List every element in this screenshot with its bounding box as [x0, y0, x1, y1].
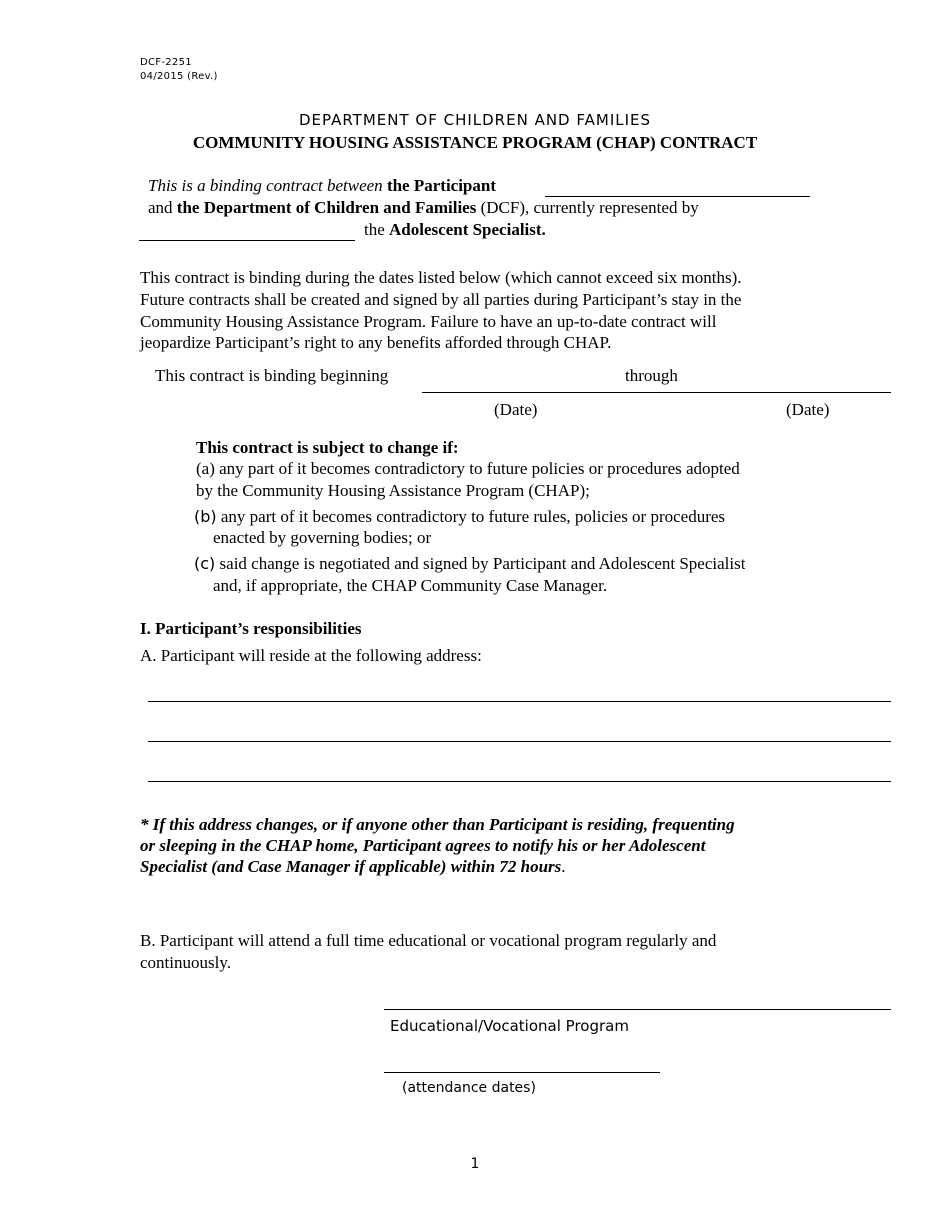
end-date-caption: (Date)	[786, 400, 830, 419]
page-number: 1	[470, 1156, 480, 1172]
start-date-field[interactable]	[422, 392, 619, 393]
attendance-caption: (attendance dates)	[402, 1080, 536, 1096]
binding-paragraph-line-3: Community Housing Assistance Program. Failure to have an up-to-date contract will	[140, 312, 717, 331]
revision-date: 04/2015 (Rev.)	[140, 71, 218, 82]
parties-line-3: the Adolescent Specialist.	[364, 220, 546, 239]
change-item-c-line-2: and, if appropriate, the CHAP Community Case Manager.	[213, 576, 608, 595]
participant-label: the Participant	[386, 176, 497, 195]
binding-beginning-label: This contract is binding beginning	[155, 366, 389, 385]
change-item-a-line-1: (a) any part of it becomes contradictory to future policies or procedures adopted	[196, 459, 740, 478]
binding-paragraph-line-1: This contract is binding during the dates listed below (which cannot exceed six months).	[140, 268, 742, 287]
specialist-name-field[interactable]	[139, 240, 355, 241]
end-date-field[interactable]	[619, 392, 891, 393]
item-b-line-1: B. Participant will attend a full time educational or vocational program regularly and	[140, 931, 717, 950]
item-a-text: A. Participant will reside at the following address:	[140, 646, 482, 665]
address-line-3-field[interactable]	[148, 781, 891, 782]
change-item-b-line-1: (b) any part of it becomes contradictory to future rules, policies or procedures	[194, 507, 726, 526]
parties-intro: This is a binding contract between	[148, 176, 387, 195]
department-name: DEPARTMENT OF CHILDREN AND FAMILIES	[298, 111, 652, 129]
parties-line-1	[148, 175, 496, 197]
specialist-label: Adolescent Specialist.	[389, 220, 546, 239]
binding-paragraph-line-2: Future contracts shall be created and signed by all parties during Participant’s stay in the	[140, 290, 742, 309]
binding-paragraph-line-4: jeopardize Participant’s right to any benefits afforded through CHAP.	[140, 333, 612, 352]
program-caption: Educational/Vocational Program	[390, 1017, 629, 1035]
change-item-b-marker: (b)	[194, 507, 217, 526]
form-number: DCF-2251	[140, 57, 192, 68]
address-line-2-field[interactable]	[148, 741, 891, 742]
item-b-line-2: continuously.	[140, 953, 231, 972]
through-label: through	[625, 366, 678, 385]
address-notice-line-3: Specialist (and Case Manager if applicable) within 72 hours.	[140, 857, 566, 876]
change-item-c-marker: (c)	[194, 554, 216, 573]
change-item-a-line-2: by the Community Housing Assistance Program (CHAP);	[196, 481, 590, 500]
address-line-1-field[interactable]	[148, 701, 891, 702]
section-1-heading: I. Participant’s responsibilities	[140, 619, 362, 638]
change-heading: This contract is subject to change if:	[196, 438, 459, 457]
change-item-b-line-2: enacted by governing bodies; or	[213, 528, 432, 547]
address-notice-line-1: * If this address changes, or if anyone other than Participant is residing, frequenting	[140, 815, 735, 834]
dcf-label: the Department of Children and Families	[176, 198, 477, 217]
program-field[interactable]	[384, 1009, 891, 1010]
attendance-dates-field[interactable]	[384, 1072, 660, 1073]
page-title: COMMUNITY HOUSING ASSISTANCE PROGRAM (CHAP) CONTRACT	[192, 133, 758, 152]
address-notice-line-2: or sleeping in the CHAP home, Participant agrees to notify his or her Adolescent	[140, 836, 706, 855]
parties-line-2: and the Department of Children and Families (DCF), currently represented by	[148, 198, 699, 217]
change-item-c-line-1: (c) said change is negotiated and signed by Participant and Adolescent Specialist	[194, 554, 746, 573]
start-date-caption: (Date)	[494, 400, 538, 419]
